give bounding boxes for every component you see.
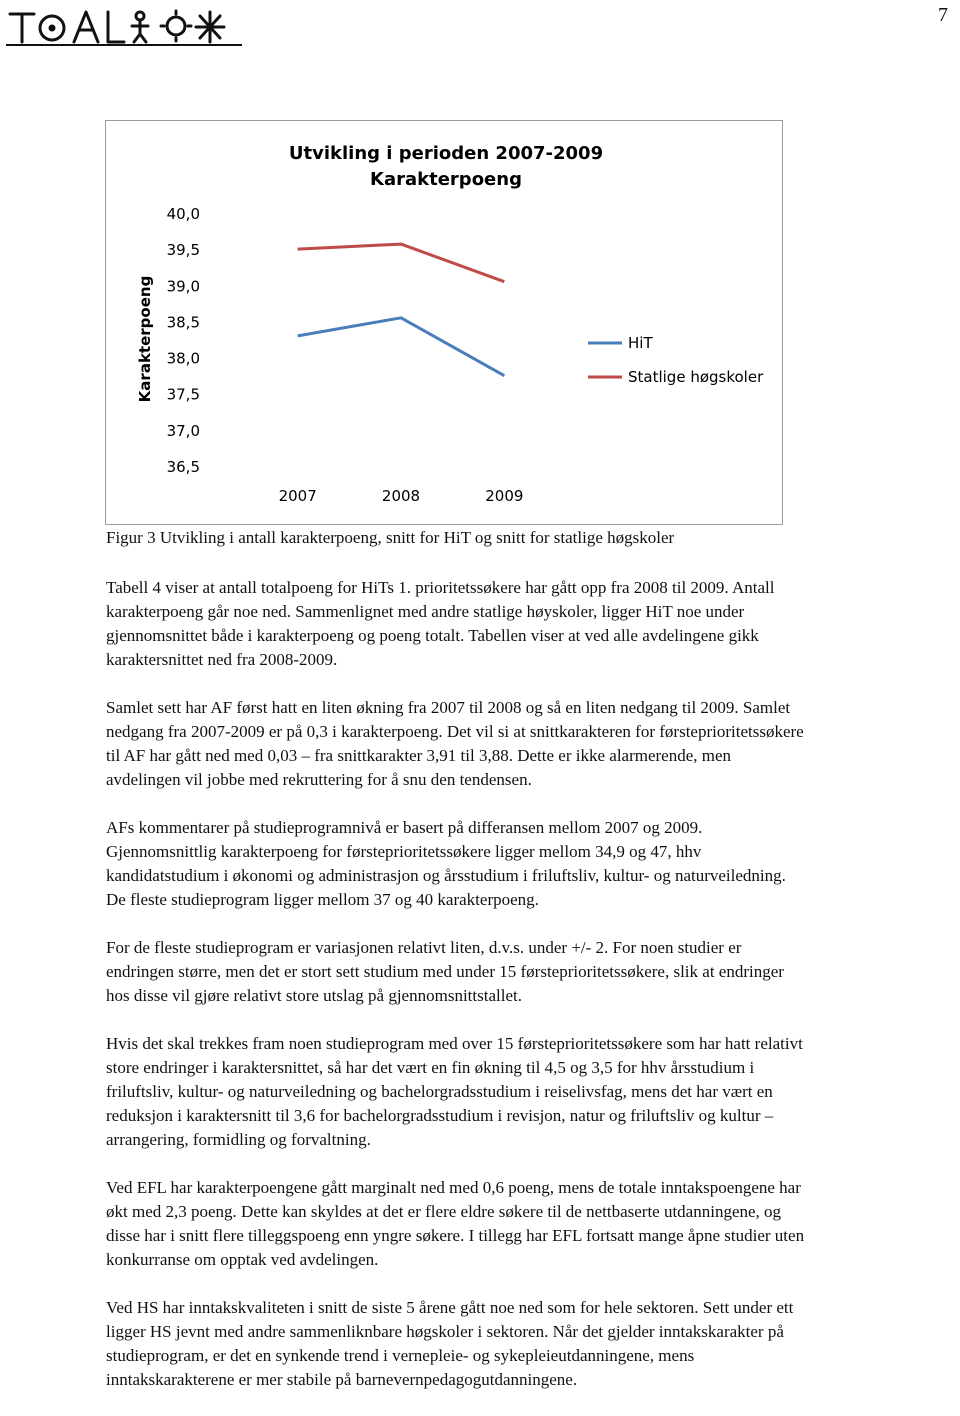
y-tick-label: 37,5 — [167, 386, 200, 404]
series-line — [298, 318, 505, 376]
y-tick-label: 39,0 — [167, 277, 200, 295]
paragraph — [106, 1296, 960, 1392]
chart-subtitle: Karakterpoeng — [370, 169, 522, 190]
text-line: økt med 2,3 poeng. Dette kan skyldes at det er flere eldre søkere til de nettbaserte utdanningene, og — [106, 1200, 960, 1224]
chart-title: Utvikling i perioden 2007-2009 — [289, 143, 603, 164]
text-line: disse har i snitt flere tilleggspoeng enn yngre søkere. I tillegg har EFL fortsatt mange åpne studier uten — [106, 1224, 960, 1248]
page-number: 7 — [938, 4, 948, 27]
text-line: ligger HS jevnt med andre sammenliknbare høgskoler i sektoren. Når det gjelder inntakskarakter på — [106, 1320, 960, 1344]
text-line: studieprogram, er det en synkende trend i vernepleie- og sykepleieutdanningene, mens — [106, 1344, 960, 1368]
text-line: avdelingen vil jobbe med rekruttering for å snu den tendensen. — [106, 768, 960, 792]
text-line: kandidatstudium i økonomi og administrasjon og årsstudium i friluftsliv, kultur- og naturveiledning. — [106, 864, 960, 888]
y-tick-label: 40,0 — [167, 205, 200, 223]
text-line: hos disse vil gjøre relativt store utslag på gjennomsnittstallet. — [106, 984, 960, 1008]
text-line: Ved HS har inntakskvaliteten i snitt de siste 5 årene gått noe ned som for hele sektoren. Sett under ett — [106, 1296, 960, 1320]
y-tick-label: 39,5 — [167, 241, 200, 259]
text-line: gjennomsnittet både i karakterpoeng og poeng totalt. Tabellen viser at ved alle avdelingene gikk — [106, 624, 960, 648]
text-line: endringen større, men det er stort sett studium med under 15 førsteprioritetssøkere, slik at endringer — [106, 960, 960, 984]
logo — [4, 4, 244, 48]
y-tick-label: 38,0 — [167, 350, 200, 368]
y-tick-label: 37,0 — [167, 422, 200, 440]
x-tick-label: 2007 — [279, 487, 317, 505]
paragraph — [106, 696, 960, 792]
text-line: konkurranse om opptak ved avdelingen. — [106, 1248, 960, 1272]
line-chart — [106, 121, 782, 524]
text-line: Samlet sett har AF først hatt en liten økning fra 2007 til 2008 og så en liten nedgang til 2009. Samlet — [106, 696, 960, 720]
text-line: De fleste studieprogram ligger mellom 37 og 40 karakterpoeng. — [106, 888, 960, 912]
text-line: Tabell 4 viser at antall totalpoeng for HiTs 1. prioritetssøkere har gått opp fra 2008 til 2009. Antall — [106, 576, 960, 600]
chart-frame — [105, 120, 783, 525]
figure-caption: Figur 3 Utvikling i antall karakterpoeng, snitt for HiT og snitt for statlige høgskoler — [106, 528, 674, 548]
text-line: For de fleste studieprogram er variasjonen relativt liten, d.v.s. under +/- 2. For noen studier er — [106, 936, 960, 960]
text-line: friluftsliv, kultur- og naturveiledning og bachelorgradsstudium i reiselivsfag, mens det har vært en — [106, 1080, 960, 1104]
legend-label: Statlige høgskoler — [628, 368, 764, 386]
text-line: store endringer i karaktersnittet, så har det vært en fin økning til 4,5 og 3,5 for hhv årsstudium i — [106, 1056, 960, 1080]
x-tick-label: 2008 — [382, 487, 420, 505]
text-line: til AF har gått ned med 0,03 – fra snittkarakter 3,91 til 3,88. Dette er ikke alarmerende, men — [106, 744, 960, 768]
text-line: Hvis det skal trekkes fram noen studieprogram med over 15 førsteprioritetssøkere som har hatt relativt — [106, 1032, 960, 1056]
text-line: karaktersnittet ned fra 2008-2009. — [106, 648, 960, 672]
paragraph — [106, 936, 960, 1008]
text-line: arrangering, formidling og forvaltning. — [106, 1128, 960, 1152]
x-tick-label: 2009 — [485, 487, 523, 505]
text-line: reduksjon i karaktersnitt til 3,6 for bachelorgradsstudium i revisjon, natur og friluftsliv og kultur – — [106, 1104, 960, 1128]
paragraph — [106, 1032, 960, 1152]
text-line: Ved EFL har karakterpoengene gått marginalt ned med 0,6 poeng, mens de totale inntakspoengene har — [106, 1176, 960, 1200]
text-line: Gjennomsnittlig karakterpoeng for førsteprioritetssøkere ligger mellom 34,9 og 47, hhv — [106, 840, 960, 864]
paragraph — [106, 576, 960, 672]
series-line — [298, 244, 505, 282]
paragraph — [106, 816, 960, 912]
body-text — [106, 576, 960, 1416]
legend-label: HiT — [628, 334, 653, 352]
text-line: nedgang fra 2007-2009 er på 0,3 i karakterpoeng. Det vil si at snittkarakteren for førsteprioritetssøkere — [106, 720, 960, 744]
text-line: AFs kommentarer på studieprogramnivå er basert på differansen mellom 2007 og 2009. — [106, 816, 960, 840]
text-line: karakterpoeng går noe ned. Sammenlignet med andre statlige høyskoler, ligger HiT noe under — [106, 600, 960, 624]
text-line: inntakskarakterene er mer stabile på barnevernpedagogutdanningene. — [106, 1368, 960, 1392]
paragraph — [106, 1176, 960, 1272]
y-tick-label: 36,5 — [167, 458, 200, 476]
y-tick-label: 38,5 — [167, 313, 200, 331]
y-axis-label: Karakterpoeng — [136, 276, 154, 403]
